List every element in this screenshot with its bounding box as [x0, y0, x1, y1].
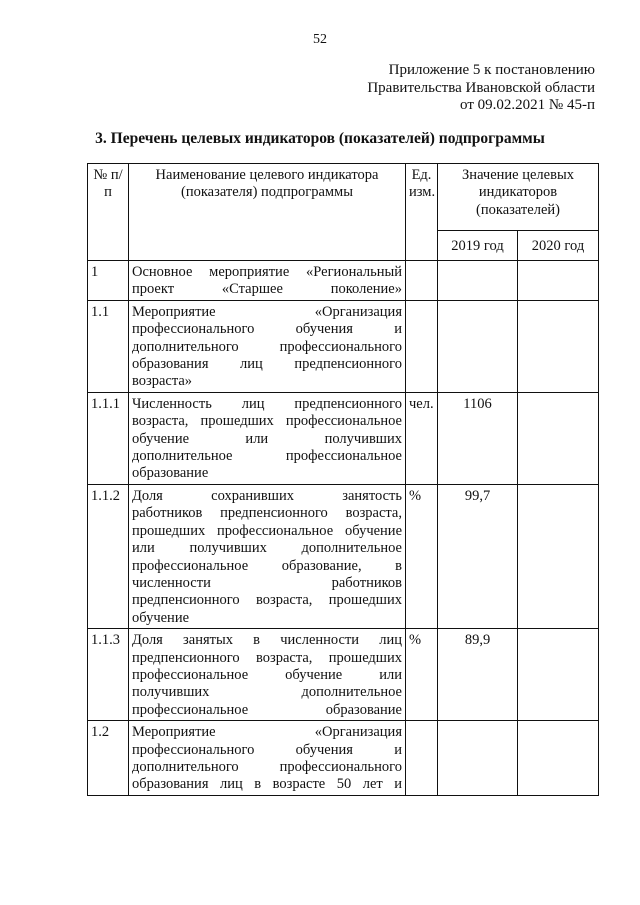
unit-cell [406, 300, 438, 392]
row-number: 1.1.2 [88, 484, 129, 628]
row-number: 1.2 [88, 721, 129, 796]
header-values: Значение целевых индикаторов (показателей) [438, 164, 599, 231]
value-2020-cell [518, 261, 599, 301]
appendix-line: Приложение 5 к постановлению [388, 62, 595, 78]
indicator-name [129, 300, 406, 392]
unit-cell: % [406, 629, 438, 721]
value-2020-cell [518, 629, 599, 721]
value-2019-cell [438, 721, 518, 796]
value-2019-cell: 1106 [438, 392, 518, 484]
table-row [88, 721, 599, 796]
indicator-name-line: возраста, прошедших профессиональное [132, 413, 402, 430]
header-year-2020: 2020 год [518, 231, 599, 261]
indicator-name-line: профессиональное обучение или [132, 666, 402, 683]
table-row [88, 300, 599, 392]
indicator-name-line: дополнительного профессионального [132, 338, 402, 355]
row-number: 1.1.3 [88, 629, 129, 721]
header-unit: Ед. изм. [406, 164, 438, 261]
value-2019-cell: 99,7 [438, 484, 518, 628]
indicator-name-line: численности работников [132, 574, 402, 591]
page-number: 52 [313, 32, 327, 47]
unit-cell: % [406, 484, 438, 628]
indicators-table [87, 163, 599, 796]
indicator-name-line: дополнительное профессиональное [132, 448, 402, 465]
indicator-name-line: профессионального обучения и [132, 321, 402, 338]
row-number: 1 [88, 261, 129, 301]
indicator-name-line: профессиональное образование, в [132, 557, 402, 574]
indicator-name-line: Доля занятых в численности лиц [132, 632, 402, 649]
indicator-name [129, 629, 406, 721]
value-2019-cell [438, 261, 518, 301]
value-2020-cell [518, 484, 599, 628]
indicator-name-line: прошедших профессиональное обучение [132, 522, 402, 539]
indicator-name-line: получивших дополнительное [132, 684, 402, 701]
indicator-name-line: образования лиц в возрасте 50 лет и [132, 776, 402, 793]
indicator-name-line: профессиональное образование [132, 701, 402, 718]
table-row [88, 484, 599, 628]
value-2020-cell [518, 721, 599, 796]
indicator-name [129, 721, 406, 796]
indicator-name-line: возраста» [132, 373, 193, 390]
indicator-name-line: обучение или получивших [132, 430, 402, 447]
indicator-name-line: Мероприятие «Организация [132, 303, 402, 320]
value-2020-cell [518, 392, 599, 484]
table-header-row [88, 164, 599, 231]
indicator-name-line: профессионального обучения и [132, 741, 402, 758]
value-2020-cell [518, 300, 599, 392]
indicator-name [129, 261, 406, 301]
appendix-note [367, 62, 595, 115]
appendix-line: от 09.02.2021 № 45-п [460, 97, 595, 113]
row-number: 1.1 [88, 300, 129, 392]
table-row [88, 392, 599, 484]
header-num: № п/п [88, 164, 129, 261]
header-year-2019: 2019 год [438, 231, 518, 261]
value-2019-cell [438, 300, 518, 392]
header-name: Наименование целевого индикатора (показателя) подпрограммы [129, 164, 406, 261]
indicator-name-line: Численность лиц предпенсионного [132, 395, 402, 412]
indicator-name-line: образование [132, 465, 209, 482]
row-number: 1.1.1 [88, 392, 129, 484]
unit-cell [406, 261, 438, 301]
indicator-name-line: Доля сохранивших занятость [132, 487, 402, 504]
indicator-name-line: Основное мероприятие «Региональный [132, 264, 402, 280]
indicator-name [129, 484, 406, 628]
indicator-name-line: или получивших дополнительное [132, 540, 402, 557]
table-row [88, 629, 599, 721]
unit-cell: чел. [406, 392, 438, 484]
section-title: 3. Перечень целевых индикаторов (показателей) подпрограммы [95, 130, 545, 147]
value-2019-cell: 89,9 [438, 629, 518, 721]
table-row [88, 261, 599, 301]
indicator-name-line: проект «Старшее поколение» [132, 281, 402, 298]
indicator-name-line: предпенсионного возраста, прошедших [132, 649, 402, 666]
indicator-name-line: дополнительного профессионального [132, 758, 402, 775]
indicator-name-line: Мероприятие «Организация [132, 724, 402, 741]
indicator-name-line: обучение [132, 609, 190, 626]
indicator-name-line: образования лиц предпенсионного [132, 356, 402, 373]
unit-cell [406, 721, 438, 796]
indicator-name-line: работников предпенсионного возраста, [132, 505, 402, 522]
indicator-name [129, 392, 406, 484]
indicator-name-line: предпенсионного возраста, прошедших [132, 592, 402, 609]
appendix-line: Правительства Ивановской области [367, 79, 595, 96]
